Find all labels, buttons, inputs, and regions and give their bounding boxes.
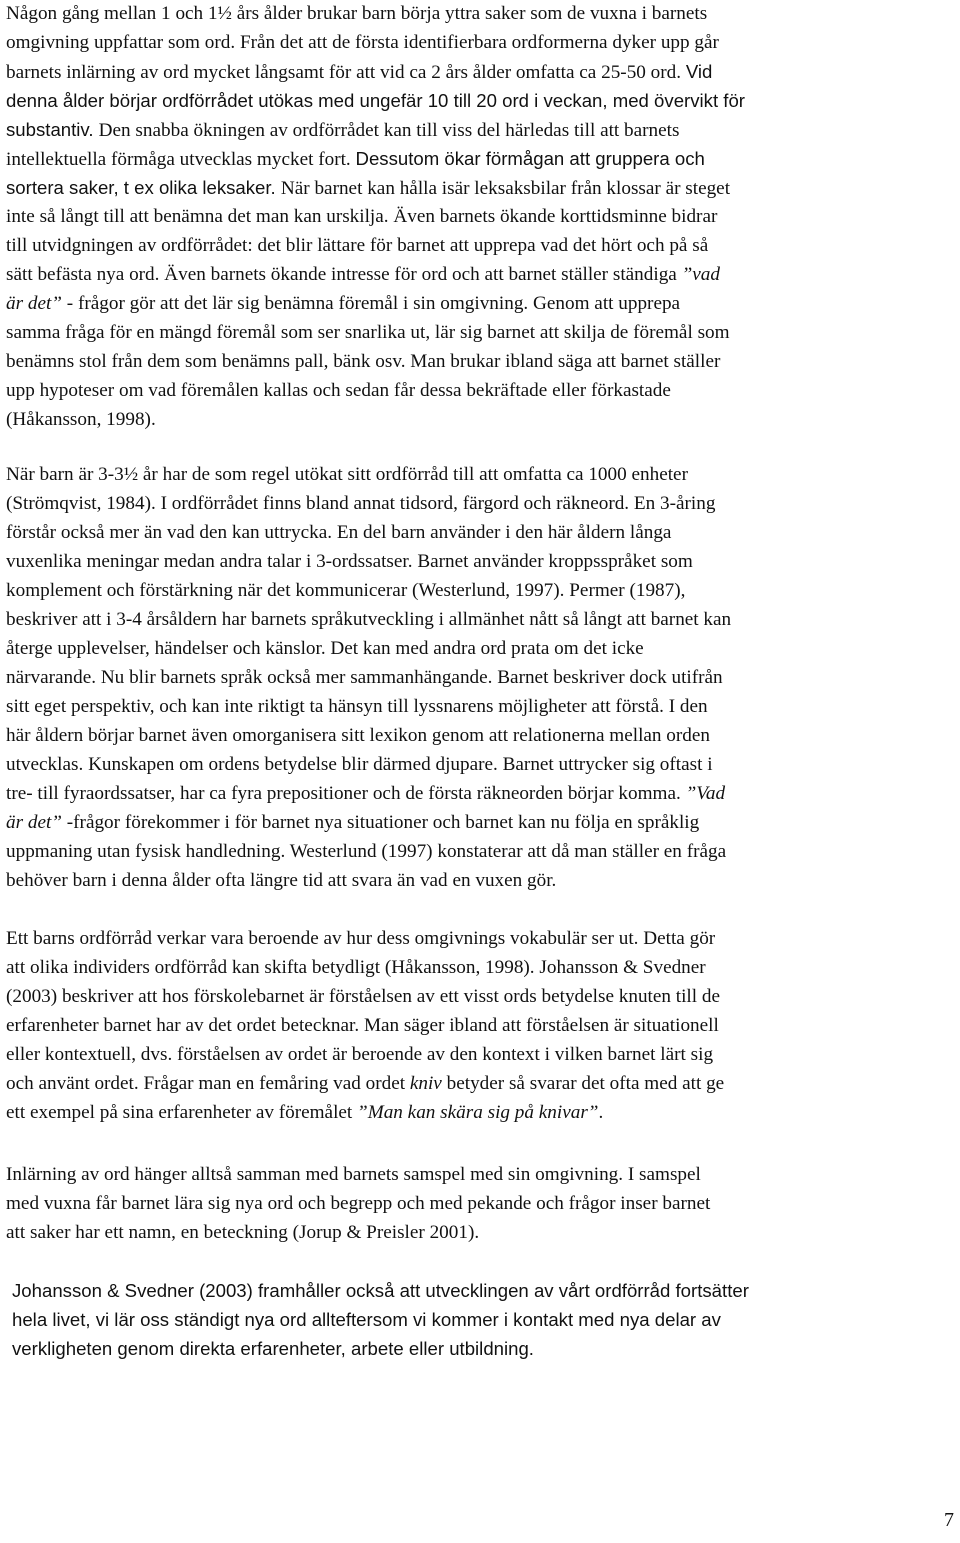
- text-run: närvarande.: [6, 667, 101, 688]
- text-line: [6, 576, 731, 605]
- text-run: Barnet beskriver dock utifrån: [497, 667, 723, 688]
- text-line: [6, 28, 745, 57]
- text-line: [6, 982, 724, 1011]
- text-run: att saker har ett namn, en beteckning (Jorup & Preisler 2001).: [6, 1222, 480, 1243]
- text-line: [6, 202, 745, 231]
- text-run: inte så långt till att benämna det man kan urskilja.: [6, 206, 394, 227]
- text-run: När barn är 3-3½ år har de som regel utökat sitt ordförråd till att omfatta ca 1000 enheter: [6, 464, 688, 485]
- text-line: [6, 1218, 710, 1247]
- text-run: vuxenlika meningar medan andra talar i 3-ordssatser.: [6, 551, 418, 572]
- text-line: [6, 605, 731, 634]
- text-run: utvecklas.: [6, 754, 89, 775]
- paragraph-1: [6, 0, 745, 434]
- text-line: [6, 0, 745, 28]
- text-line: [6, 318, 745, 347]
- text-line: [6, 634, 731, 663]
- text-run: tre- till fyraordssatser, har ca fyra prepositioner och de första räkneorden börjar komma.: [6, 783, 686, 804]
- text-run: är det”: [6, 293, 62, 314]
- text-run: Johansson & Svedner: [539, 957, 706, 978]
- text-line: [12, 1276, 749, 1305]
- text-run: När barnet kan hålla isär leksaksbilar från klossar är steget: [280, 178, 731, 199]
- text-line: [6, 837, 731, 866]
- text-run: Vid: [685, 61, 713, 82]
- text-run: ett exempel på sina erfarenheter av föremålet: [6, 1102, 358, 1123]
- text-run: Genom att upprepa: [533, 293, 681, 314]
- text-run: Frågar man en femåring vad ordet: [143, 1073, 410, 1094]
- text-line: [6, 663, 731, 692]
- text-run: Den snabba ökningen av ordförrådet kan till viss del härledas till att barnets: [98, 120, 680, 141]
- text-run: sätt befästa nya ord.: [6, 264, 165, 285]
- text-run: erfarenheter barnet har av det ordet betecknar.: [6, 1015, 364, 1036]
- text-run: är det”: [6, 812, 62, 833]
- text-line: [6, 750, 731, 779]
- text-run: med vuxna får barnet lära sig nya ord och begrepp och med pekande och frågor inser barnet: [6, 1193, 711, 1214]
- text-run: här åldern börjar barnet även omorganisera sitt lexikon genom att relationerna mellan orden: [6, 725, 710, 746]
- text-run: Man säger ibland att förståelsen är situationell: [363, 1015, 719, 1036]
- text-line: [6, 721, 731, 750]
- text-line: [6, 924, 724, 953]
- text-run: substantiv.: [6, 119, 99, 140]
- text-line: [6, 115, 745, 144]
- text-line: [6, 86, 745, 115]
- text-run: ”Man kan skära sig på knivar”: [357, 1102, 599, 1123]
- text-run: ”vad: [681, 264, 720, 285]
- text-run: I den: [668, 696, 708, 717]
- text-run: benämns stol från dem som benämns pall, bänk osv.: [6, 351, 411, 372]
- text-run: Även barnets ökande korttidsminne bidrar: [393, 206, 718, 227]
- text-line: [6, 692, 731, 721]
- text-run: Westerlund (1997) konstaterar att då man ställer en fråga: [289, 841, 727, 862]
- text-line: [6, 866, 731, 895]
- text-run: Detta gör: [643, 928, 716, 949]
- text-run: Någon gång mellan 1 och 1½ års ålder brukar barn börja yttra saker som de vuxna i barnets: [6, 3, 708, 24]
- text-run: denna ålder börjar ordförrådet utökas med ungefär 10 till 20 ord i veckan, med övervikt för: [6, 90, 745, 111]
- text-line: [6, 144, 745, 173]
- text-line: [6, 260, 745, 289]
- text-run: hela livet, vi lär oss ständigt nya ord allteftersom vi kommer i kontakt med nya delar av: [12, 1309, 721, 1330]
- text-line: [6, 405, 745, 434]
- text-run: verkligheten genom direkta erfarenheter, arbete eller utbildning.: [12, 1338, 534, 1359]
- text-line: [6, 347, 745, 376]
- text-run: (Strömqvist, 1984).: [6, 493, 161, 514]
- paragraph-3: [6, 924, 724, 1127]
- text-line: [6, 1098, 724, 1127]
- text-run: I ordförrådet finns bland annat tidsord, färgord och räkneord.: [160, 493, 634, 514]
- text-run: Johansson & Svedner (2003) framhåller också att utvecklingen av vårt ordförråd fortsätter: [12, 1280, 749, 1301]
- text-run: sitt eget perspektiv, och kan inte riktigt ta hänsyn till lyssnarens möjligheter att förstå.: [6, 696, 669, 717]
- text-line: [12, 1334, 749, 1363]
- text-run: I samspel: [627, 1164, 701, 1185]
- text-line: [6, 779, 731, 808]
- text-run: .: [598, 1102, 604, 1123]
- text-run: Även barnets ökande intresse för ord och att barnet ställer ständiga: [164, 264, 682, 285]
- text-line: [6, 231, 745, 260]
- text-run: intellektuella förmåga utvecklas mycket fort.: [6, 149, 356, 170]
- text-line: [6, 1011, 724, 1040]
- text-line: [6, 547, 731, 576]
- text-run: kniv: [409, 1073, 442, 1094]
- text-run: -frågor förekommer i för barnet nya situationer och barnet kan nu följa en språklig: [61, 812, 700, 833]
- text-run: Det kan med andra ord prata om det icke: [330, 638, 644, 659]
- text-run: Barnet uttrycker sig oftast i: [502, 754, 713, 775]
- text-line: [6, 289, 745, 318]
- text-run: sortera saker, t ex olika leksaker.: [6, 177, 281, 198]
- text-line: [6, 57, 745, 86]
- text-run: barnets inlärning av ord mycket långsamt för att vid ca 2 års ålder omfatta ca 25-50 ord.: [6, 62, 686, 83]
- text-line: [6, 1069, 724, 1098]
- text-run: En 3-åring: [633, 493, 716, 514]
- text-line: [6, 1189, 710, 1218]
- text-run: Permer (1987),: [569, 580, 686, 601]
- text-run: Inlärning av ord hänger alltså samman med barnets samspel med sin omgivning.: [6, 1164, 628, 1185]
- text-run: behöver barn i denna ålder ofta längre tid att svara än vad en vuxen gör.: [6, 870, 557, 891]
- text-run: komplement och förstärkning när det kommunicerar (Westerlund, 1997).: [6, 580, 570, 601]
- text-line: [6, 953, 724, 982]
- text-run: eller kontextuell, dvs. förståelsen av ordet är beroende av den kontext i vilken barnet lärt sig: [6, 1044, 714, 1065]
- text-line: [6, 376, 745, 405]
- paragraph-4: [6, 1160, 710, 1247]
- text-line: [6, 808, 731, 837]
- text-line: [6, 518, 731, 547]
- text-run: till utvidgningen av ordförrådet: det blir lättare för barnet att upprepa vad det hört och på så: [6, 235, 709, 256]
- paragraph-5: [12, 1276, 749, 1363]
- text-run: (2003) beskriver att hos förskolebarnet är förståelsen av ett visst ords betydelse knuten till de: [6, 986, 721, 1007]
- text-run: En del barn använder i den här åldern långa: [336, 522, 672, 543]
- text-run: (Håkansson, 1998).: [6, 409, 156, 430]
- text-run: omgivning uppfattar som ord. Från det att de första identifierbara ordformerna dyker upp går: [6, 32, 719, 53]
- text-run: Nu blir barnets språk också mer sammanhängande.: [100, 667, 498, 688]
- text-run: - frågor gör att det lär sig benämna föremål i sin omgivning.: [61, 293, 534, 314]
- text-run: att olika individers ordförråd kan skifta betydligt (Håkansson, 1998).: [6, 957, 540, 978]
- text-run: förstår också mer än vad den kan uttrycka.: [6, 522, 337, 543]
- text-run: beskriver att i 3-4 årsåldern har barnets språkutveckling i allmänhet nått så långt att barnet kan: [6, 609, 732, 630]
- text-line: [6, 173, 745, 202]
- text-line: [12, 1305, 749, 1334]
- text-run: Ett barns ordförråd verkar vara beroende av hur dess omgivnings vokabulär ser ut.: [6, 928, 644, 949]
- text-line: [6, 1160, 710, 1189]
- text-run: betyder så svarar det ofta med att ge: [441, 1073, 725, 1094]
- paragraph-2: [6, 460, 731, 895]
- text-line: [6, 1040, 724, 1069]
- text-run: samma fråga för en mängd föremål som ser snarlika ut, lär sig barnet att skilja de föremål som: [6, 322, 730, 343]
- text-run: Kunskapen om ordens betydelse blir därmed djupare.: [88, 754, 503, 775]
- text-run: uppmaning utan fysisk handledning.: [6, 841, 290, 862]
- text-run: Dessutom ökar förmågan att gruppera och: [355, 148, 705, 169]
- text-run: Man brukar ibland säga att barnet ställer: [410, 351, 721, 372]
- text-line: [6, 460, 731, 489]
- text-run: och använt ordet.: [6, 1073, 144, 1094]
- text-run: återge upplevelser, händelser och känslor.: [6, 638, 331, 659]
- text-run: ”Vad: [685, 783, 726, 804]
- text-run: Barnet använder kroppsspråket som: [417, 551, 693, 572]
- text-line: [6, 489, 731, 518]
- page-number: 7: [944, 1509, 954, 1531]
- text-run: upp hypoteser om vad föremålen kallas och sedan får dessa bekräftade eller förkastade: [6, 380, 671, 401]
